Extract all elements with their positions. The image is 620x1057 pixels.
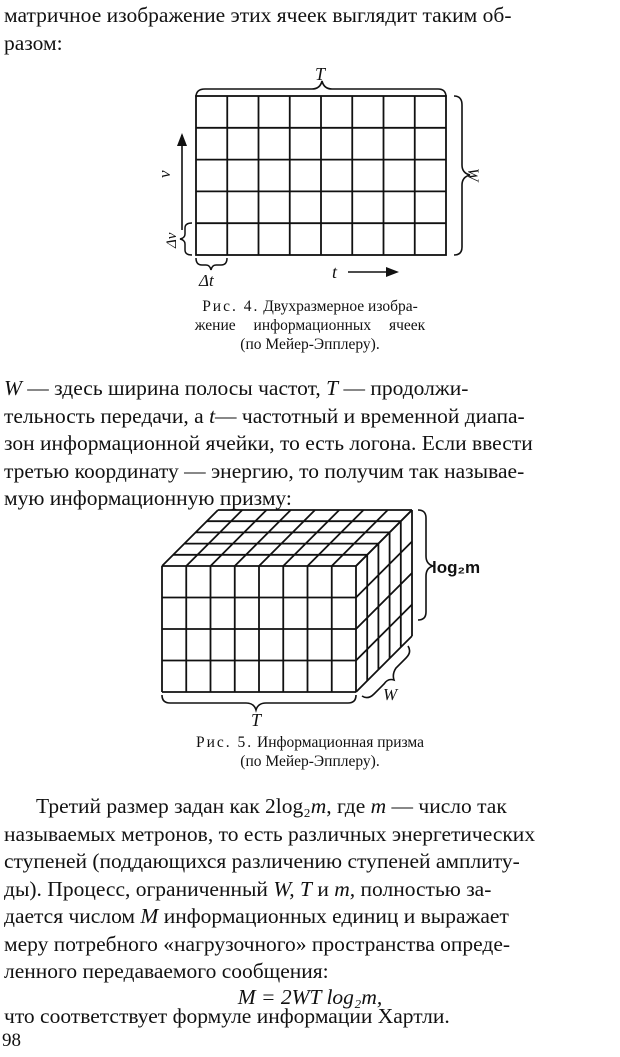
prism-top-depth-line <box>332 510 388 566</box>
caption-prefix: Рис. 5. <box>195 734 254 751</box>
formula-hartley: M = 2WT log₂m, <box>237 985 383 1009</box>
brace-delta-t <box>196 258 227 270</box>
text-line: дается числом M информационных единиц и выражает <box>4 904 509 928</box>
figure-4-caption <box>120 297 500 354</box>
label-delta-t: Δt <box>199 271 214 290</box>
text-line: меру потребного «нагрузочного» пространства опреде- <box>4 931 511 956</box>
label-T: T <box>315 64 326 84</box>
label-W: W <box>464 168 481 182</box>
prism-top-depth-line <box>162 510 218 566</box>
text-line: ленного передаваемого сообщения: <box>4 959 329 983</box>
prism-side-depth-line <box>356 605 412 661</box>
text-line: ступеней (поддающихся различению ступеней амплиту- <box>4 849 520 873</box>
prism-top-depth-line <box>283 510 339 566</box>
paragraph-hartley <box>4 1003 614 1031</box>
text-line: зон информационной ячейки, то есть логона. Если ввести <box>4 431 533 455</box>
prism-top-depth-line <box>211 510 267 566</box>
figure-5-information-prism <box>0 500 620 730</box>
text-line: тельность передачи, а t— частотный и временной диапа- <box>4 403 525 428</box>
caption-line: жение информационных ячеек <box>194 317 426 334</box>
nu-arrowhead <box>177 133 187 146</box>
text-line: называемых метронов, то есть различных энергетических <box>4 821 536 846</box>
prism-side-depth-line <box>356 542 412 598</box>
label-delta-nu: Δν <box>164 232 180 248</box>
label-W: W <box>383 685 398 704</box>
prism-top-depth-line <box>235 510 291 566</box>
caption-line: Двухразмерное изобра- <box>263 298 418 315</box>
paragraph-description <box>4 375 614 513</box>
paragraph-intro <box>4 2 614 57</box>
caption-line: (по Мейер-Эпплеру). <box>240 336 380 353</box>
figure-5-caption <box>120 733 500 771</box>
text-line: ды). Процесс, ограниченный W, T и m, полностью за- <box>4 876 492 901</box>
text-line: Третий размер задан как 2log₂m, где m — число так <box>36 794 507 818</box>
text-line: что соответствует формуле информации Хартли. <box>4 1004 450 1028</box>
label-log2m: log₂m <box>432 558 481 577</box>
label-t: t <box>332 262 338 282</box>
text-line: мую информационную призму: <box>4 486 292 510</box>
label-T: T <box>251 710 262 730</box>
paragraph-metrons <box>4 793 614 986</box>
brace-log2m <box>418 510 433 620</box>
prism-side-depth-line <box>356 573 412 629</box>
brace-T <box>162 695 356 710</box>
prism-top-depth-line <box>259 510 315 566</box>
label-nu: ν <box>155 170 174 178</box>
t-arrowhead <box>386 267 399 277</box>
caption-line: (по Мейер-Эпплеру). <box>240 753 380 770</box>
text-line: матричное изображение этих ячеек выглядит таким об- <box>4 3 512 27</box>
text-line: разом: <box>4 30 63 55</box>
prism-top-depth-line <box>186 510 242 566</box>
caption-line: Информационная призма <box>257 734 425 751</box>
text-line: W — здесь ширина полосы частот, T — продолжи- <box>4 376 469 400</box>
caption-prefix: Рис. 4. <box>202 298 260 315</box>
page-number: 98 <box>2 1030 21 1051</box>
prism-top-depth-line <box>308 510 364 566</box>
text-line: третью координату — энергию, то получим так называе- <box>4 458 525 483</box>
prism-side-depth-line <box>356 510 412 566</box>
